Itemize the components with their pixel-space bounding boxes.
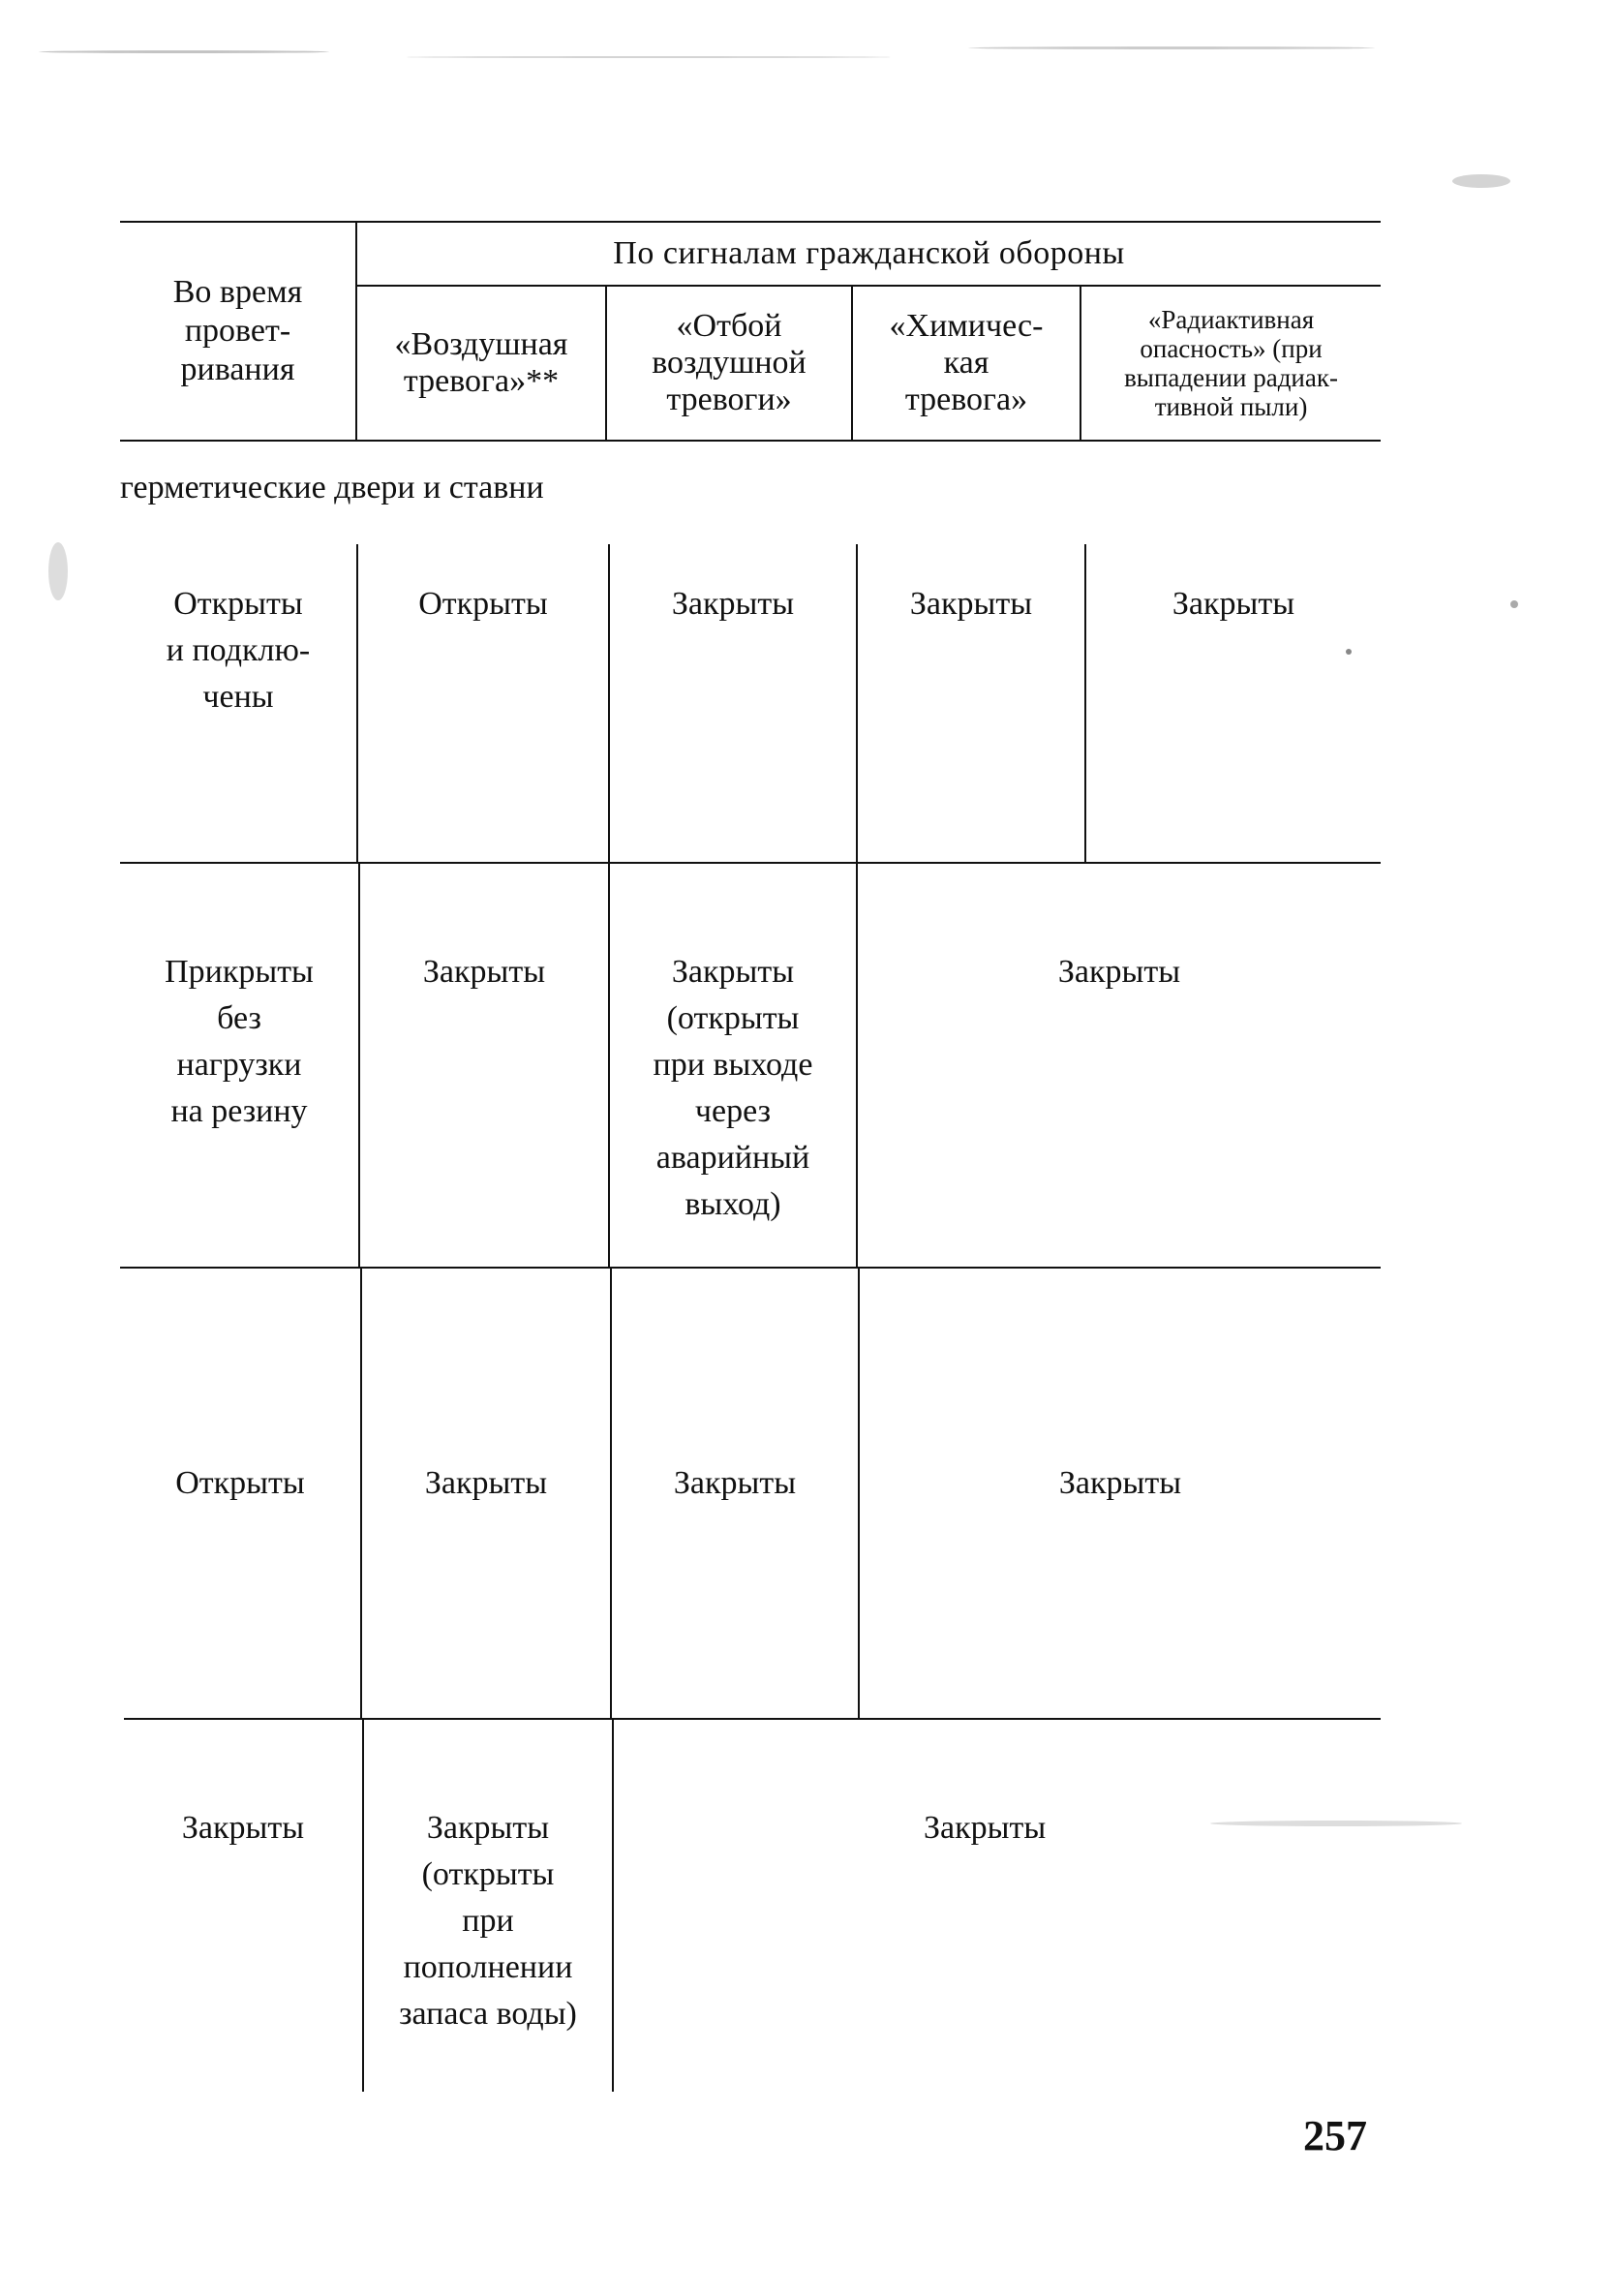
- column-header-chemical-alarm: «Химичес- кая тревога»: [852, 286, 1080, 441]
- table-cell: Закрыты: [424, 1465, 548, 1501]
- table-cell: Закрыты: [1058, 1465, 1182, 1501]
- table-cell: Закрыты: [924, 1810, 1047, 1846]
- section-caption: герметические двери и ставни: [120, 470, 544, 505]
- table-cell: Закрыты (открыты при выходе через аварийный выход): [653, 954, 813, 1222]
- table-cell: Закрыты: [181, 1810, 305, 1846]
- table-cell: Закрыты: [1057, 954, 1181, 990]
- table-cell: Закрыты: [1172, 586, 1295, 622]
- column-header-all-clear: «Отбой воздушной тревоги»: [606, 286, 852, 441]
- column-header-radiation-danger: «Радиактивная опасность» (при выпадении радиак- тивной пыли): [1080, 286, 1381, 441]
- table-cell: Закрыты: [422, 954, 546, 990]
- table-cell: Прикрыты без нагрузки на резину: [165, 954, 314, 1129]
- header-table: [120, 221, 1381, 442]
- table-cell: Закрыты: [909, 586, 1033, 622]
- table-cell: Открыты и подклю- чены: [166, 586, 311, 715]
- column-group-title: По сигналам гражданской обороны: [356, 222, 1381, 286]
- column-header-air-raid: «Воздушная тревога»**: [356, 286, 606, 441]
- table-cell: Открыты: [175, 1465, 305, 1501]
- table-cell: Закрыты: [671, 586, 795, 622]
- column-header-ventilation: Во время провет- ривания: [120, 222, 356, 441]
- table-cell: Закрыты: [673, 1465, 797, 1501]
- page-number: 257: [1303, 2112, 1367, 2159]
- table-cell: Открыты: [418, 586, 548, 622]
- table-cell: Закрыты (открыты при пополнении запаса воды): [399, 1810, 577, 2032]
